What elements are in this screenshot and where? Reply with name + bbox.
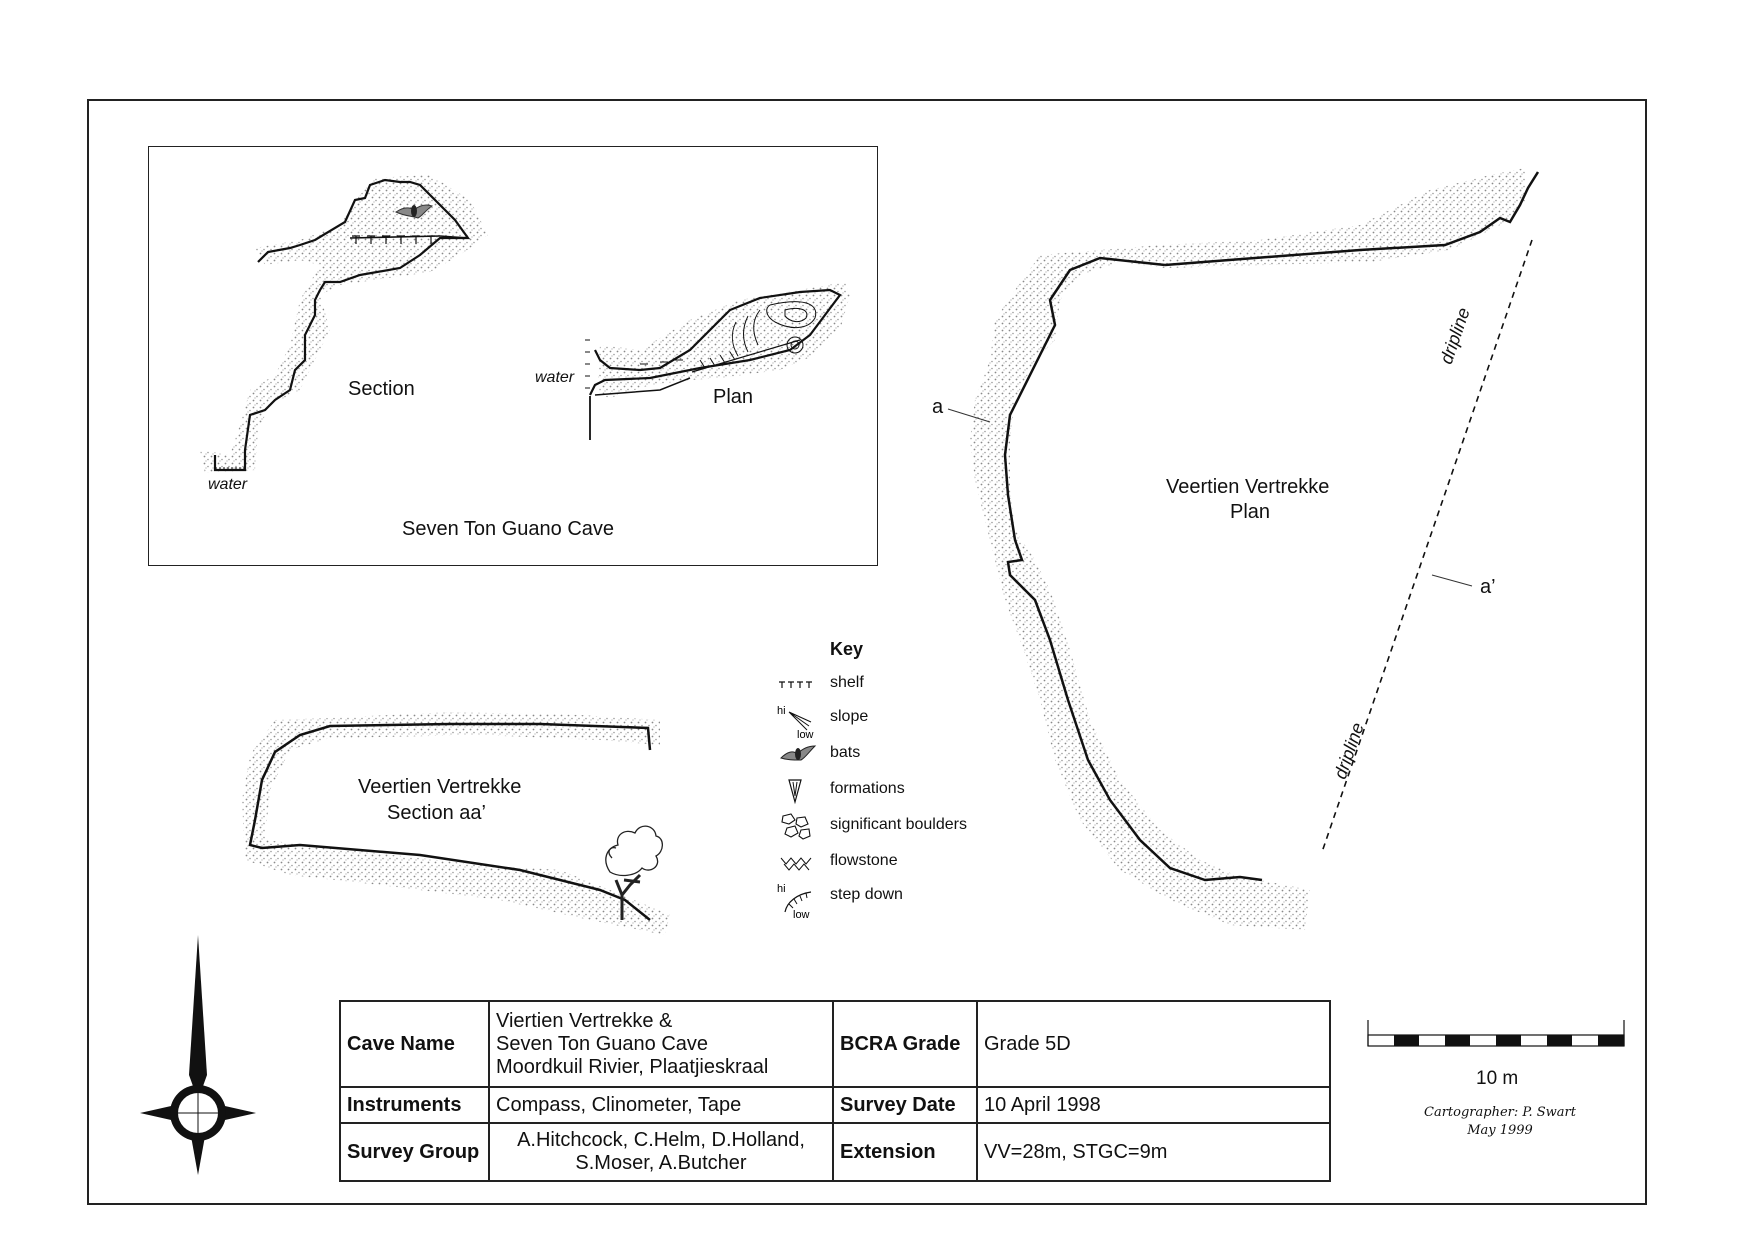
section-title-line1: Veertien Vertrekke [358, 776, 522, 798]
survey-date-value: 10 April 1998 [977, 1087, 1330, 1123]
key-label-step-down: step down [830, 886, 903, 903]
table-row [340, 1001, 1330, 1087]
bat-icon [777, 740, 817, 768]
cartographer-line1: Cartographer: P. Swart [1424, 1105, 1576, 1120]
key-row-shelf [777, 670, 1017, 698]
marker-a: a [932, 396, 944, 418]
survey-group-line2: S.Moser, A.Butcher [575, 1152, 747, 1174]
extension-value: VV=28m, STGC=9m [977, 1123, 1330, 1181]
plan-title-line1: Veertien Vertrekke [1166, 476, 1330, 498]
survey-info-table [339, 1000, 1331, 1182]
flowstone-symbol [777, 848, 817, 876]
cave-name-value [489, 1001, 833, 1087]
plan-title-line2: Plan [1230, 501, 1271, 523]
shelf-symbol [777, 670, 817, 698]
step-down-hi-label: hi [777, 883, 786, 895]
bcra-grade-value: Grade 5D [977, 1001, 1330, 1087]
inset-plan-label: Plan [713, 386, 754, 408]
key-label-slope: slope [830, 708, 869, 725]
key-label-flowstone: flowstone [830, 852, 898, 869]
table-row [340, 1087, 1330, 1123]
key-label-formations: formations [830, 780, 905, 797]
key-label-boulders: significant boulders [830, 816, 967, 833]
cave-name-label: Cave Name [340, 1001, 489, 1087]
instruments-value: Compass, Clinometer, Tape [489, 1087, 833, 1123]
extension-label: Extension [833, 1123, 977, 1181]
slope-symbol [777, 704, 817, 741]
key-row-flowstone [777, 848, 1017, 876]
key-row-step-down [777, 882, 1017, 921]
table-row [340, 1123, 1330, 1181]
instruments-label: Instruments [340, 1087, 489, 1123]
inset-section-label: Section [348, 378, 415, 400]
key-label-bats: bats [830, 744, 861, 761]
scale-bar-label: 10 m [1476, 1068, 1519, 1089]
step-down-low-label: low [793, 909, 810, 921]
step-down-symbol [777, 882, 817, 921]
key-row-formations [777, 776, 1017, 804]
dripline-label-lower: dripline [1330, 720, 1368, 782]
survey-date-label: Survey Date [833, 1087, 977, 1123]
key-label-shelf: shelf [830, 674, 864, 691]
inset-water-label-section: water [208, 476, 248, 493]
cave-name-line3: Moordkuil Rivier, Plaatjieskraal [496, 1055, 769, 1078]
cave-name-line1: Viertien Vertrekke & [496, 1009, 673, 1032]
inset-water-label-plan: water [535, 369, 575, 386]
slope-hi-label: hi [777, 705, 786, 717]
cartographer-line2: May 1999 [1467, 1123, 1533, 1138]
key-row-boulders [777, 812, 1017, 840]
dripline-label-upper: dripline [1436, 305, 1474, 367]
survey-group-value [489, 1123, 833, 1181]
cave-name-line2: Seven Ton Guano Cave [496, 1032, 709, 1055]
inset-title: Seven Ton Guano Cave [402, 518, 615, 540]
formation-symbol [777, 776, 817, 804]
cartographer-credit [1400, 1104, 1600, 1140]
bcra-grade-label: BCRA Grade [833, 1001, 977, 1087]
section-title-line2: Section aa’ [387, 802, 486, 824]
key-title: Key [830, 639, 864, 659]
inset-box-seven-ton [148, 146, 878, 566]
key-row-bats [777, 740, 1017, 768]
marker-a-prime: a’ [1480, 576, 1496, 598]
survey-group-label: Survey Group [340, 1123, 489, 1181]
boulders-symbol [777, 812, 817, 840]
slope-low-label: low [797, 729, 814, 741]
key-row-slope [777, 704, 1017, 741]
survey-group-line1: A.Hitchcock, C.Helm, D.Holland, [517, 1129, 805, 1151]
